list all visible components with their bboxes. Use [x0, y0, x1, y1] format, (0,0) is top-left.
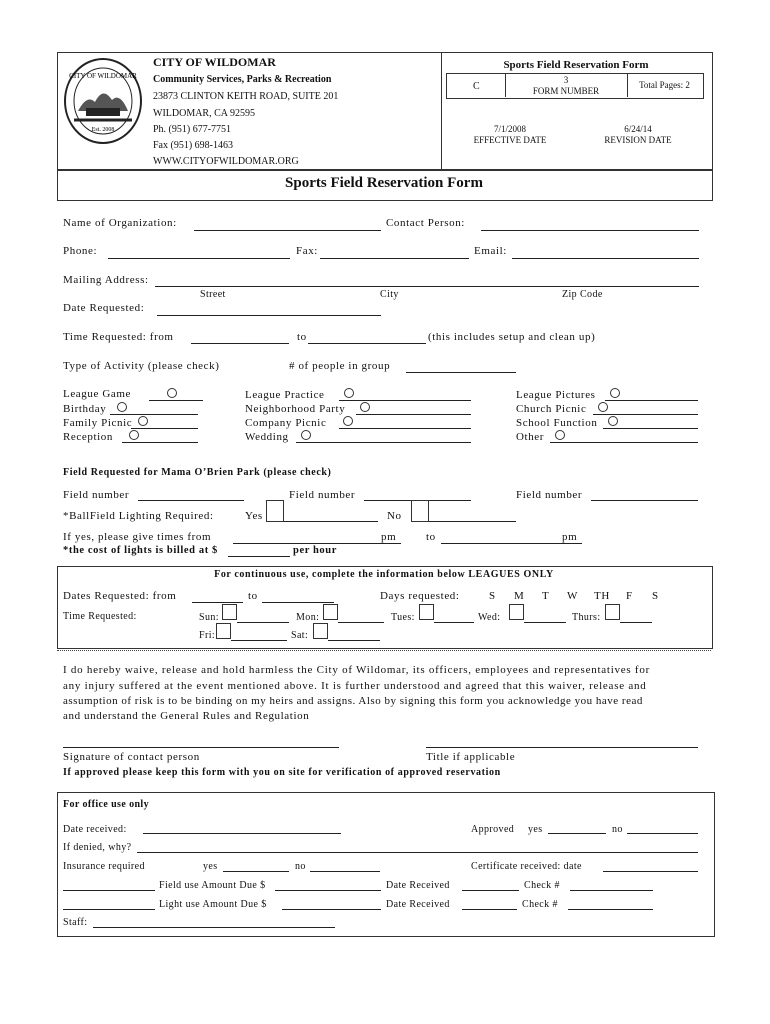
insurance-yes-label: yes: [203, 861, 218, 872]
dates-to-input[interactable]: [262, 602, 334, 603]
staff-label: Staff:: [63, 917, 88, 928]
activity-company-picnic: Company Picnic: [245, 417, 327, 429]
form-title-box: Sports Field Reservation Form: [503, 59, 649, 71]
activity-neighborhood-party: Neighborhood Party: [245, 403, 346, 415]
league-game-radio[interactable]: [167, 388, 177, 398]
fax-input[interactable]: [320, 258, 469, 259]
light-amount-input[interactable]: [282, 909, 381, 910]
activity-church-picnic: Church Picnic: [516, 403, 587, 415]
approved-no-label: no: [612, 824, 623, 835]
thurs-label: Thurs:: [572, 612, 601, 623]
street-caption: Street: [200, 289, 226, 300]
contact-person-label: Contact Person:: [386, 217, 465, 229]
insurance-no-label: no: [295, 861, 306, 872]
waiver-line-4: and understand the General Rules and Regulation: [63, 710, 310, 722]
time-note: (this includes setup and clean up): [428, 331, 596, 343]
field-date-received-input[interactable]: [462, 890, 519, 891]
activity-league-game: League Game: [63, 388, 131, 400]
days-requested-label: Days requested:: [380, 590, 460, 602]
revision-date-value: 6/24/14: [624, 124, 652, 134]
effective-date-label: EFFECTIVE DATE: [473, 135, 547, 145]
certificate-label: Certificate received: date: [471, 861, 582, 872]
birthday-line: [110, 414, 198, 415]
page-title: Sports Field Reservation Form: [285, 175, 483, 191]
dates-to-label: to: [248, 590, 258, 602]
time-from-input[interactable]: [191, 343, 289, 344]
activity-league-pictures: League Pictures: [516, 389, 596, 401]
lighting-time-to-input[interactable]: [441, 543, 582, 544]
league-game-line: [149, 400, 203, 401]
lighting-yes-line: [284, 521, 378, 522]
address-line-2: WILDOMAR, CA 92595: [153, 108, 255, 119]
church-picnic-radio[interactable]: [598, 402, 608, 412]
company-picnic-radio[interactable]: [343, 416, 353, 426]
certificate-date-input[interactable]: [603, 871, 698, 872]
wed-label: Wed:: [478, 612, 501, 623]
league-practice-line: [339, 400, 471, 401]
school-function-radio[interactable]: [608, 416, 618, 426]
other-line: [550, 442, 698, 443]
phone-label: Phone:: [63, 245, 98, 257]
light-amount-prefix-line[interactable]: [63, 909, 155, 910]
form-code: C: [473, 81, 480, 92]
activity-heading: Type of Activity (please check): [63, 360, 220, 372]
effective-date-value: 7/1/2008: [493, 124, 526, 134]
date-requested-label: Date Requested:: [63, 302, 145, 314]
form-number-value: 3: [563, 75, 569, 85]
family-picnic-radio[interactable]: [138, 416, 148, 426]
address-line-1: 23873 CLINTON KEITH ROAD, SUITE 201: [153, 91, 339, 102]
department-name: Community Services, Parks & Recreation: [153, 74, 332, 85]
title-applicable-label: Title if applicable: [426, 751, 516, 763]
lighting-times-label: If yes, please give times from: [63, 531, 212, 543]
activity-school-function: School Function: [516, 417, 598, 429]
approved-label: Approved: [471, 824, 515, 835]
wedding-radio[interactable]: [301, 430, 311, 440]
neighborhood-party-line: [356, 414, 471, 415]
signature-input[interactable]: [63, 747, 339, 748]
org-input[interactable]: [194, 230, 381, 231]
waiver-line-1: I do hereby waive, release and hold harmless the City of Wildomar, its officers, employees and representatives for: [63, 664, 650, 676]
phone-input[interactable]: [108, 258, 290, 259]
reception-radio[interactable]: [129, 430, 139, 440]
light-date-received-input[interactable]: [462, 909, 517, 910]
field-amount-label: Field use Amount Due $: [159, 880, 266, 891]
lighting-yes-label: Yes: [245, 510, 263, 522]
day-s[interactable]: S: [489, 590, 496, 602]
mailing-address-input[interactable]: [155, 286, 699, 287]
league-practice-radio[interactable]: [344, 388, 354, 398]
day-m[interactable]: M: [514, 590, 525, 602]
field-date-received-label: Date Received: [386, 880, 450, 891]
people-label: # of people in group: [289, 360, 391, 372]
sat-line: [328, 640, 380, 641]
time-to-label: to: [297, 331, 307, 343]
time-to-input[interactable]: [308, 343, 426, 344]
fri-label: Fri:: [199, 630, 216, 641]
seal-city-text: CITY OF WILDOMAR: [69, 72, 137, 80]
field-number-input-3[interactable]: [591, 500, 698, 501]
lighting-no-checkbox[interactable]: [411, 500, 429, 522]
insurance-no-input[interactable]: [310, 871, 380, 872]
zip-caption: Zip Code: [562, 289, 603, 300]
day-th[interactable]: TH: [594, 590, 610, 602]
tues-line: [434, 622, 474, 623]
date-received-label: Date received:: [63, 824, 127, 835]
activity-birthday: Birthday: [63, 403, 107, 415]
field-number-label-3: Field number: [516, 489, 583, 501]
form-number-label: FORM NUMBER: [532, 86, 600, 96]
light-check-label: Check #: [522, 899, 558, 910]
lighting-yes-checkbox[interactable]: [266, 500, 284, 522]
field-amount-input[interactable]: [275, 890, 381, 891]
title-input[interactable]: [426, 747, 698, 748]
birthday-radio[interactable]: [117, 402, 127, 412]
tues-label: Tues:: [391, 612, 415, 623]
other-radio[interactable]: [555, 430, 565, 440]
sun-checkbox[interactable]: [222, 604, 237, 620]
field-check-label: Check #: [524, 880, 560, 891]
day-w[interactable]: W: [567, 590, 578, 602]
keep-form-note: If approved please keep this form with you on site for verification of approved reservation: [63, 767, 501, 778]
continuous-heading: For continuous use, complete the information below LEAGUES ONLY: [214, 569, 554, 580]
lighting-time-from-input[interactable]: [233, 543, 401, 544]
approved-no-input[interactable]: [627, 833, 698, 834]
wed-line: [524, 622, 566, 623]
fri-checkbox[interactable]: [216, 623, 231, 639]
pm-label-1: pm: [381, 531, 397, 543]
staff-input[interactable]: [93, 927, 335, 928]
thurs-checkbox[interactable]: [605, 604, 620, 620]
thurs-line: [620, 622, 652, 623]
wedding-line: [296, 442, 471, 443]
date-received-input[interactable]: [143, 833, 341, 834]
church-picnic-line: [593, 414, 698, 415]
insurance-label: Insurance required: [63, 861, 145, 872]
time-from-label: Time Requested: from: [63, 331, 174, 343]
activity-other: Other: [516, 431, 545, 443]
contact-person-input[interactable]: [481, 230, 699, 231]
dates-from-label: Dates Requested: from: [63, 590, 177, 602]
if-denied-input[interactable]: [137, 852, 698, 853]
approved-yes-input[interactable]: [548, 833, 606, 834]
activity-wedding: Wedding: [245, 431, 289, 443]
city-seal-logo: [62, 56, 144, 146]
seal-est-text: Est. 2008: [91, 127, 115, 133]
office-use-box: [57, 792, 715, 937]
lighting-no-line: [429, 521, 516, 522]
sat-checkbox[interactable]: [313, 623, 328, 639]
sun-line: [237, 622, 289, 623]
city-caption: City: [380, 289, 399, 300]
school-function-line: [603, 428, 698, 429]
lighting-cost-label: *the cost of lights is billed at $: [63, 545, 218, 556]
approved-yes-label: yes: [528, 824, 543, 835]
reception-line: [122, 442, 198, 443]
signature-label: Signature of contact person: [63, 751, 200, 763]
date-requested-input[interactable]: [157, 315, 381, 316]
league-pictures-radio[interactable]: [610, 388, 620, 398]
org-label: Name of Organization:: [63, 217, 177, 229]
company-picnic-line: [339, 428, 471, 429]
light-date-received-label: Date Received: [386, 899, 450, 910]
family-picnic-line: [131, 428, 198, 429]
pm-label-2: pm: [562, 531, 578, 543]
field-number-label-1: Field number: [63, 489, 130, 501]
website: WWW.CITYOFWILDOMAR.ORG: [153, 156, 299, 167]
fax-number: Fax (951) 698-1463: [153, 140, 233, 151]
activity-family-picnic: Family Picnic: [63, 417, 133, 429]
insurance-yes-input[interactable]: [223, 871, 289, 872]
office-heading: For office use only: [63, 799, 150, 810]
tues-checkbox[interactable]: [419, 604, 434, 620]
light-amount-label: Light use Amount Due $: [159, 899, 267, 910]
sun-label: Sun:: [199, 612, 219, 623]
time-requested-label: Time Requested:: [63, 611, 137, 622]
field-number-input-1[interactable]: [138, 500, 244, 501]
light-check-input[interactable]: [568, 909, 653, 910]
fax-label: Fax:: [296, 245, 318, 257]
field-number-label-2: Field number: [289, 489, 356, 501]
field-check-input[interactable]: [570, 890, 653, 891]
fri-line: [231, 640, 287, 641]
activity-league-practice: League Practice: [245, 389, 325, 401]
lighting-no-label: No: [387, 510, 402, 522]
people-input[interactable]: [406, 372, 516, 373]
field-amount-prefix-line[interactable]: [63, 890, 155, 891]
lighting-cost-input[interactable]: [228, 556, 290, 557]
mon-label: Mon:: [296, 612, 320, 623]
mon-line: [338, 622, 384, 623]
email-label: Email:: [474, 245, 507, 257]
city-name: CITY OF WILDOMAR: [153, 55, 276, 69]
wed-checkbox[interactable]: [509, 604, 524, 620]
league-pictures-line: [605, 400, 698, 401]
day-t[interactable]: T: [542, 590, 550, 602]
if-denied-label: If denied, why?: [63, 842, 132, 853]
day-f[interactable]: F: [626, 590, 633, 602]
lighting-to-label: to: [426, 531, 436, 543]
phone-number: Ph. (951) 677-7751: [153, 124, 232, 135]
waiver-divider: [57, 650, 711, 651]
mon-checkbox[interactable]: [323, 604, 338, 620]
email-input[interactable]: [512, 258, 699, 259]
sat-label: Sat:: [291, 630, 309, 641]
dates-from-input[interactable]: [192, 602, 243, 603]
neighborhood-party-radio[interactable]: [360, 402, 370, 412]
activity-reception: Reception: [63, 431, 113, 443]
day-s2[interactable]: S: [652, 590, 659, 602]
lighting-cost-suffix: per hour: [293, 545, 337, 556]
waiver-line-3: assumption of risk is to be binding on my heirs and assigns. Also by signing this form you acknowledge you have read: [63, 695, 643, 707]
waiver-line-2: any injury suffered at the event mentioned above. It is further understood and agreed that this waiver, release and: [63, 680, 647, 692]
field-heading: Field Requested for Mama O’Brien Park (please check): [63, 467, 332, 478]
total-pages: Total Pages: 2: [639, 80, 690, 90]
mailing-address-label: Mailing Address:: [63, 274, 149, 286]
lighting-label: *BallField Lighting Required:: [63, 510, 214, 522]
revision-date-label: REVISION DATE: [604, 135, 672, 145]
